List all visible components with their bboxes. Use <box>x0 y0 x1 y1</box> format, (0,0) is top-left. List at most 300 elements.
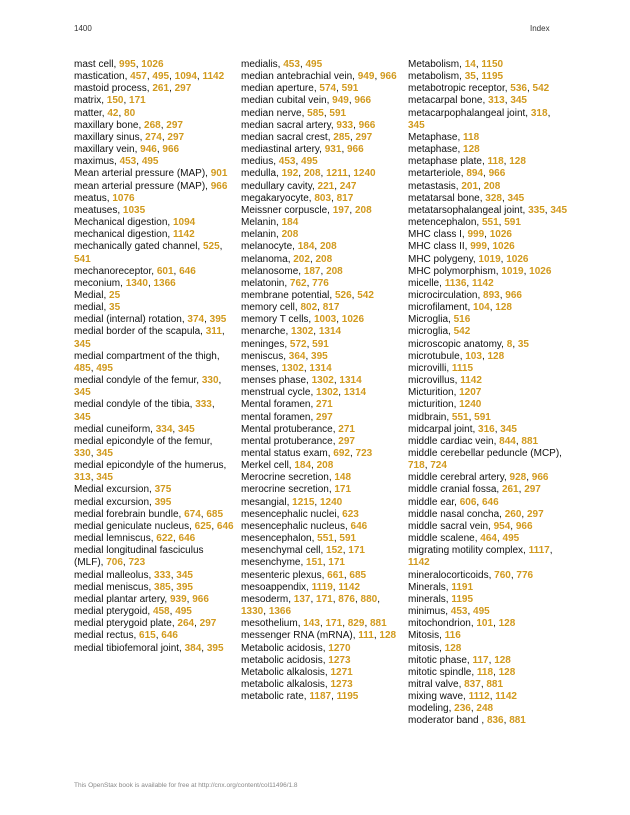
page-link[interactable]: 1195 <box>481 71 504 83</box>
page-link[interactable]: 1076 <box>112 192 135 204</box>
page-link[interactable]: 954 <box>493 520 511 532</box>
page-link[interactable]: 1035 <box>122 204 146 216</box>
page-link[interactable]: 345 <box>500 423 517 435</box>
page-link[interactable]: 14 <box>464 59 476 70</box>
page-link[interactable]: 881 <box>521 435 539 447</box>
page-link[interactable]: 1026 <box>506 253 529 265</box>
page-link[interactable]: 271 <box>316 399 333 411</box>
page-link[interactable]: 385 <box>154 581 171 593</box>
index-term: Mechanical digestion, <box>74 217 173 229</box>
page-link[interactable]: 334 <box>155 423 173 435</box>
page-link[interactable]: 646 <box>216 520 234 532</box>
page-link[interactable]: 776 <box>312 277 329 289</box>
page-link[interactable]: 128 <box>463 144 480 156</box>
page-link[interactable]: 297 <box>338 435 355 447</box>
page-link[interactable]: 542 <box>453 326 471 338</box>
page-link[interactable]: 150 <box>106 95 124 107</box>
page-link[interactable]: 345 <box>74 411 91 423</box>
page-link[interactable]: 966 <box>210 180 228 192</box>
page-link[interactable]: 724 <box>430 460 447 472</box>
index-term: mast cell, <box>74 59 120 70</box>
index-column-2 <box>241 59 403 703</box>
page-link[interactable]: 1142 <box>408 557 430 569</box>
page-link[interactable]: 723 <box>128 557 146 569</box>
index-entry <box>408 643 568 655</box>
page-link[interactable]: 931 <box>324 144 342 156</box>
page-link[interactable]: 1117 <box>528 545 550 557</box>
index-term: median antebrachial vein, <box>241 71 358 83</box>
page-link[interactable]: 313 <box>74 472 91 484</box>
page-link[interactable]: 118 <box>476 666 494 678</box>
page-link[interactable]: 574 <box>319 83 337 95</box>
page-link[interactable]: 1142 <box>495 691 517 703</box>
page-link[interactable]: 829 <box>347 618 365 630</box>
page-link[interactable]: 776 <box>516 569 534 581</box>
page-link[interactable]: 111 <box>358 630 374 642</box>
page-link[interactable]: 495 <box>301 156 318 168</box>
page-link[interactable]: 345 <box>177 423 195 435</box>
index-entry <box>74 229 234 241</box>
page-link[interactable]: 646 <box>179 265 196 277</box>
page-link[interactable]: 1142 <box>172 229 195 241</box>
page-link[interactable]: 516 <box>453 314 471 326</box>
page-link[interactable]: 171 <box>129 95 146 107</box>
page-link[interactable]: 80 <box>124 107 136 119</box>
page-link[interactable]: 606 <box>459 496 477 508</box>
page-link[interactable]: 718 <box>408 460 425 472</box>
page-link[interactable]: 1142 <box>471 277 494 289</box>
page-link[interactable]: 248 <box>476 703 494 715</box>
page-link[interactable]: 966 <box>162 144 180 156</box>
page-link[interactable]: 966 <box>505 289 522 301</box>
page-link[interactable]: 208 <box>281 229 299 241</box>
index-entry: menstrual cycle, 1302, 1314 <box>241 387 367 399</box>
page-link[interactable]: 261 <box>152 83 170 95</box>
page-link[interactable]: 374 <box>187 314 205 326</box>
page-link[interactable]: 495 <box>305 59 323 70</box>
page-link[interactable]: 881 <box>486 678 504 690</box>
page-link[interactable]: 674 <box>184 508 201 520</box>
page-link[interactable]: 495 <box>96 362 113 374</box>
page-link[interactable]: 297 <box>199 618 217 630</box>
page-link[interactable]: 966 <box>515 520 533 532</box>
page-link[interactable]: 495 <box>175 606 192 618</box>
page-link[interactable]: 685 <box>349 569 367 581</box>
page-link[interactable]: 345 <box>176 569 193 581</box>
page-link[interactable]: 1019 <box>478 253 501 265</box>
page-link[interactable]: 345 <box>74 387 91 399</box>
index-term: menses phase, <box>241 375 312 387</box>
index-entry: matter, 42, 80 <box>74 107 136 119</box>
page-link[interactable]: 192 <box>281 168 299 180</box>
page-link[interactable]: 1026 <box>489 229 512 241</box>
index-entry: medial condyle of the tibia, 333, 345 <box>74 399 215 423</box>
index-term: mitochondrion, <box>408 618 477 630</box>
page-link[interactable]: 646 <box>481 496 499 508</box>
index-term: mesothelium, <box>241 618 304 630</box>
page-link[interactable]: 1314 <box>318 326 342 338</box>
page-link[interactable]: 966 <box>192 593 209 605</box>
page-link[interactable]: 464 <box>480 533 497 545</box>
page-link[interactable]: 526 <box>334 289 352 301</box>
page-link[interactable]: 1094 <box>174 71 197 83</box>
index-term: Metabolism, <box>408 59 465 70</box>
index-entry: membrane potential, 526, 542 <box>241 289 374 301</box>
index-entry: medial rectus, 615, 646 <box>74 630 178 642</box>
page-link[interactable]: 946 <box>140 144 157 156</box>
page-link[interactable]: 221 <box>317 180 335 192</box>
index-term: median aperture, <box>241 83 320 95</box>
page-link[interactable]: 1142 <box>202 71 225 83</box>
page-link[interactable]: 495 <box>502 533 520 545</box>
page-link[interactable]: 118 <box>487 156 504 168</box>
page-link[interactable]: 137 <box>293 593 311 605</box>
page-link[interactable]: 844 <box>499 435 516 447</box>
page-link[interactable]: 297 <box>167 131 185 143</box>
page-link[interactable]: 901 <box>210 168 228 180</box>
page-link[interactable]: 615 <box>139 630 156 642</box>
page-link[interactable]: 1302 <box>311 375 334 387</box>
page-link[interactable]: 313 <box>488 95 505 107</box>
page-link[interactable]: 692 <box>333 448 350 459</box>
page-link[interactable]: 1314 <box>343 387 367 399</box>
page-link[interactable]: 458 <box>152 606 170 618</box>
page-link[interactable]: 1302 <box>316 387 339 399</box>
page-link[interactable]: 117 <box>472 654 489 666</box>
page-link[interactable]: 495 <box>473 606 490 618</box>
page-link[interactable]: 1340 <box>125 277 148 289</box>
page-link[interactable]: 1314 <box>309 362 332 374</box>
page-link[interactable]: 1026 <box>492 241 515 253</box>
page-link[interactable]: 949 <box>357 71 375 83</box>
page-link[interactable]: 1112 <box>468 691 490 703</box>
page-link[interactable]: 541 <box>74 253 91 265</box>
page-link[interactable]: 966 <box>488 168 506 180</box>
page-link[interactable]: 171 <box>325 618 343 630</box>
page-link[interactable]: 928 <box>509 472 527 484</box>
page-link[interactable]: 297 <box>316 411 333 423</box>
page-link[interactable]: 893 <box>483 289 500 301</box>
page-link[interactable]: 1115 <box>451 362 474 374</box>
page-link[interactable]: 1330 <box>241 606 264 618</box>
page-link[interactable]: 128 <box>498 666 516 678</box>
page-link[interactable]: 330 <box>74 448 91 459</box>
page-link[interactable]: 999 <box>467 229 485 241</box>
page-link[interactable]: 311 <box>205 326 222 338</box>
index-entry <box>241 679 403 691</box>
page-link[interactable]: 364 <box>288 350 306 362</box>
page-link[interactable]: 1240 <box>353 168 376 180</box>
page-link[interactable]: 646 <box>178 533 196 545</box>
page-link[interactable]: 345 <box>510 95 527 107</box>
page-link[interactable]: 184 <box>294 460 312 472</box>
page-link[interactable]: 591 <box>474 411 491 423</box>
page-link[interactable]: 35 <box>464 71 476 83</box>
page-link[interactable]: 118 <box>463 131 480 143</box>
page-link[interactable]: 1215 <box>292 496 315 508</box>
page-link[interactable]: 152 <box>326 545 343 557</box>
index-entry: medial malleolus, 333, 345 <box>74 569 193 581</box>
page-link[interactable]: 762 <box>289 277 307 289</box>
page-link[interactable]: 1273 <box>330 678 353 690</box>
section-title: Index <box>530 24 550 33</box>
page-link[interactable]: 208 <box>483 180 501 192</box>
page-link[interactable]: 646 <box>161 630 178 642</box>
page-link[interactable]: 260 <box>504 508 522 520</box>
page-link[interactable]: 881 <box>370 618 387 630</box>
page-link[interactable]: 525 <box>202 241 220 253</box>
page-link[interactable]: 247 <box>339 180 357 192</box>
page-link[interactable]: 495 <box>141 156 159 168</box>
page-link[interactable]: 551 <box>317 533 334 545</box>
page-link[interactable]: 646 <box>350 520 368 532</box>
page-link[interactable]: 1207 <box>459 387 482 399</box>
page-link[interactable]: 1240 <box>319 496 343 508</box>
page-link[interactable]: 1026 <box>529 265 552 277</box>
page-link[interactable]: 803 <box>314 192 332 204</box>
page-link[interactable]: 495 <box>152 71 170 83</box>
page-link[interactable]: 151 <box>306 557 323 569</box>
page-link[interactable]: 395 <box>206 642 224 654</box>
page-link[interactable]: 316 <box>478 423 495 435</box>
page-link[interactable]: 457 <box>130 71 147 83</box>
page-link[interactable]: 876 <box>338 593 355 605</box>
page-link[interactable]: 208 <box>303 168 321 180</box>
page-link[interactable]: 395 <box>154 496 172 508</box>
page-link[interactable]: 184 <box>281 217 299 229</box>
index-entry: minimus, 453, 495 <box>408 606 490 618</box>
page-link[interactable]: 881 <box>509 715 526 727</box>
page-link[interactable]: 8 <box>506 338 513 350</box>
page-link[interactable]: 966 <box>358 119 376 131</box>
page-link[interactable]: 1026 <box>141 59 164 70</box>
index-entry: microscopic anatomy, 8, 35 <box>408 338 529 350</box>
page-link[interactable]: 208 <box>316 460 334 472</box>
page-link[interactable]: 453 <box>119 156 137 168</box>
page-link[interactable]: 148 <box>334 472 352 484</box>
page-link[interactable]: 171 <box>334 484 352 496</box>
page-link[interactable]: 966 <box>380 71 397 83</box>
page-link[interactable]: 128 <box>498 618 516 630</box>
page-link[interactable]: 485 <box>74 362 91 374</box>
page-link[interactable]: 966 <box>347 144 364 156</box>
page-link[interactable]: 542 <box>532 83 550 95</box>
page-link[interactable]: 1240 <box>459 399 482 411</box>
page-link[interactable]: 1142 <box>338 581 361 593</box>
page-link[interactable]: 35 <box>109 302 121 314</box>
page-link[interactable]: 817 <box>322 302 340 314</box>
page-link[interactable]: 551 <box>451 411 469 423</box>
page-link[interactable]: 345 <box>408 119 425 131</box>
page-link[interactable]: 623 <box>342 508 359 520</box>
page-link[interactable]: 1191 <box>451 581 474 593</box>
page-link[interactable]: 42 <box>107 107 119 119</box>
page-link[interactable]: 333 <box>195 399 212 411</box>
page-link[interactable]: 375 <box>154 484 172 496</box>
page-link[interactable]: 817 <box>336 192 354 204</box>
page-link[interactable]: 591 <box>504 217 521 229</box>
page-link[interactable]: 335 <box>528 204 545 216</box>
index-entry <box>74 217 234 229</box>
page-link[interactable]: 330 <box>201 375 219 387</box>
page-link[interactable]: 1302 <box>291 326 314 338</box>
page-link[interactable]: 25 <box>109 289 121 301</box>
page-link[interactable]: 536 <box>510 83 527 95</box>
page-link[interactable]: 622 <box>156 533 173 545</box>
page-link[interactable]: 271 <box>338 423 355 435</box>
page-link[interactable]: 1195 <box>451 593 474 605</box>
page-link[interactable]: 760 <box>494 569 511 581</box>
page-link[interactable]: 101 <box>476 618 494 630</box>
page-link[interactable]: 171 <box>328 557 345 569</box>
page-link[interactable]: 297 <box>524 484 541 496</box>
page-link[interactable]: 345 <box>550 204 568 216</box>
page-link[interactable]: 208 <box>319 241 337 253</box>
page-link[interactable]: 1273 <box>328 654 351 666</box>
page-link[interactable]: 836 <box>486 715 504 727</box>
page-link[interactable]: 264 <box>177 618 195 630</box>
page-link[interactable]: 802 <box>300 302 318 314</box>
page-link[interactable]: 328 <box>485 192 502 204</box>
page-link[interactable]: 395 <box>209 314 227 326</box>
page-link[interactable]: 197 <box>332 204 350 216</box>
page-link[interactable]: 318 <box>530 107 548 119</box>
index-term: medial forebrain bundle, <box>74 508 185 520</box>
page-link[interactable]: 297 <box>355 131 373 143</box>
page-link[interactable]: 591 <box>329 107 347 119</box>
page-link[interactable]: 585 <box>307 107 324 119</box>
page-link[interactable]: 1366 <box>268 606 292 618</box>
page-link[interactable]: 202 <box>293 253 310 265</box>
page-link[interactable]: 542 <box>357 289 374 301</box>
page-link[interactable]: 274 <box>145 131 162 143</box>
page-link[interactable]: 723 <box>355 448 373 459</box>
page-link[interactable]: 1270 <box>328 642 351 654</box>
index-term: middle cranial fossa, <box>408 484 502 496</box>
page-link[interactable]: 395 <box>311 350 328 362</box>
page-link[interactable]: 171 <box>316 593 333 605</box>
page-link[interactable]: 1136 <box>444 277 467 289</box>
page-link[interactable]: 1195 <box>336 691 359 703</box>
page-link[interactable]: 384 <box>184 642 202 654</box>
index-term: melatonin, <box>241 277 290 289</box>
page-link[interactable]: 345 <box>96 448 113 459</box>
page-link[interactable]: 453 <box>283 59 300 70</box>
page-link[interactable]: 591 <box>312 338 329 350</box>
page-link[interactable]: 572 <box>289 338 307 350</box>
page-link[interactable]: 1150 <box>481 59 504 70</box>
page-link[interactable]: 453 <box>450 606 468 618</box>
page-link[interactable]: 143 <box>303 618 320 630</box>
page-link[interactable]: 35 <box>517 338 529 350</box>
page-link[interactable]: 939 <box>169 593 187 605</box>
page-link[interactable]: 261 <box>501 484 519 496</box>
page-link[interactable]: 880 <box>360 593 378 605</box>
index-entry: metabotropic receptor, 536, 542 <box>408 83 550 95</box>
page-link[interactable]: 285 <box>333 131 350 143</box>
page-link[interactable]: 1271 <box>330 666 353 678</box>
page-link[interactable]: 1187 <box>309 691 332 703</box>
page-link[interactable]: 104 <box>473 302 490 314</box>
page-link[interactable]: 453 <box>278 156 296 168</box>
page-link[interactable]: 966 <box>354 95 372 107</box>
page-link[interactable]: 128 <box>494 654 511 666</box>
page-link[interactable]: 128 <box>444 642 462 654</box>
page-link[interactable]: 208 <box>326 265 343 277</box>
page-link[interactable]: 706 <box>106 557 123 569</box>
page-link[interactable]: 1211 <box>326 168 348 180</box>
page-link[interactable]: 551 <box>481 217 499 229</box>
page-link[interactable]: 297 <box>174 83 192 95</box>
page-link[interactable]: 128 <box>509 156 526 168</box>
page-link[interactable]: 966 <box>531 472 549 484</box>
page-link[interactable]: 661 <box>327 569 344 581</box>
index-entry: mediastinal artery, 931, 966 <box>241 144 364 156</box>
index-entry <box>408 314 568 326</box>
page-link[interactable]: 128 <box>487 350 505 362</box>
page-link[interactable]: 1366 <box>153 277 176 289</box>
page-link[interactable]: 333 <box>154 569 171 581</box>
page-link[interactable]: 837 <box>464 678 481 690</box>
page-link[interactable]: 297 <box>166 119 183 131</box>
page-link[interactable]: 1142 <box>460 375 482 387</box>
page-link[interactable]: 268 <box>144 119 161 131</box>
page-link[interactable]: 236 <box>454 703 471 715</box>
page-link[interactable]: 995 <box>119 59 136 70</box>
page-link[interactable]: 208 <box>354 204 372 216</box>
page-link[interactable]: 1003 <box>313 314 337 326</box>
page-link[interactable]: 201 <box>461 180 479 192</box>
index-term: minerals, <box>408 593 452 605</box>
page-link[interactable]: 1019 <box>501 265 524 277</box>
page-link[interactable]: 171 <box>348 545 365 557</box>
index-entry: median aperture, 574, 591 <box>241 83 359 95</box>
page-link[interactable]: 116 <box>444 630 461 642</box>
page-link[interactable]: 1094 <box>172 217 196 229</box>
page-link[interactable]: 601 <box>156 265 174 277</box>
page-link[interactable]: 208 <box>315 253 333 265</box>
page-link[interactable]: 1119 <box>311 581 333 593</box>
page-link[interactable]: 103 <box>465 350 482 362</box>
page-link[interactable]: 933 <box>336 119 354 131</box>
page-link[interactable]: 297 <box>526 508 544 520</box>
page-link[interactable]: 1302 <box>281 362 304 374</box>
page-link[interactable]: 128 <box>379 630 397 642</box>
index-entry: middle ear, 606, 646 <box>408 496 499 508</box>
page-link[interactable]: 395 <box>176 581 193 593</box>
index-entry: medial tibiofemoral joint, 384, 395 <box>74 642 224 654</box>
page-link[interactable]: 128 <box>495 302 512 314</box>
index-entry: mechanoreceptor, 601, 646 <box>74 265 196 277</box>
page-link[interactable]: 625 <box>194 520 212 532</box>
page-link[interactable]: 999 <box>470 241 487 253</box>
page-link[interactable]: 187 <box>303 265 321 277</box>
page-link[interactable]: 345 <box>96 472 113 484</box>
page-link[interactable]: 184 <box>297 241 315 253</box>
page-link[interactable]: 894 <box>466 168 484 180</box>
page-link[interactable]: 1026 <box>341 314 365 326</box>
index-term: maxillary bone, <box>74 119 145 131</box>
page-link[interactable]: 345 <box>74 338 91 350</box>
page-link[interactable]: 949 <box>332 95 349 107</box>
page-link[interactable]: 685 <box>206 508 224 520</box>
page-link[interactable]: 591 <box>339 533 357 545</box>
index-entry: medullary cavity, 221, 247 <box>241 180 357 192</box>
page-link[interactable]: 345 <box>507 192 525 204</box>
page-link[interactable]: 1314 <box>339 375 362 387</box>
page-link[interactable]: 591 <box>341 83 359 95</box>
index-term: Meissner corpuscle, <box>241 204 333 216</box>
